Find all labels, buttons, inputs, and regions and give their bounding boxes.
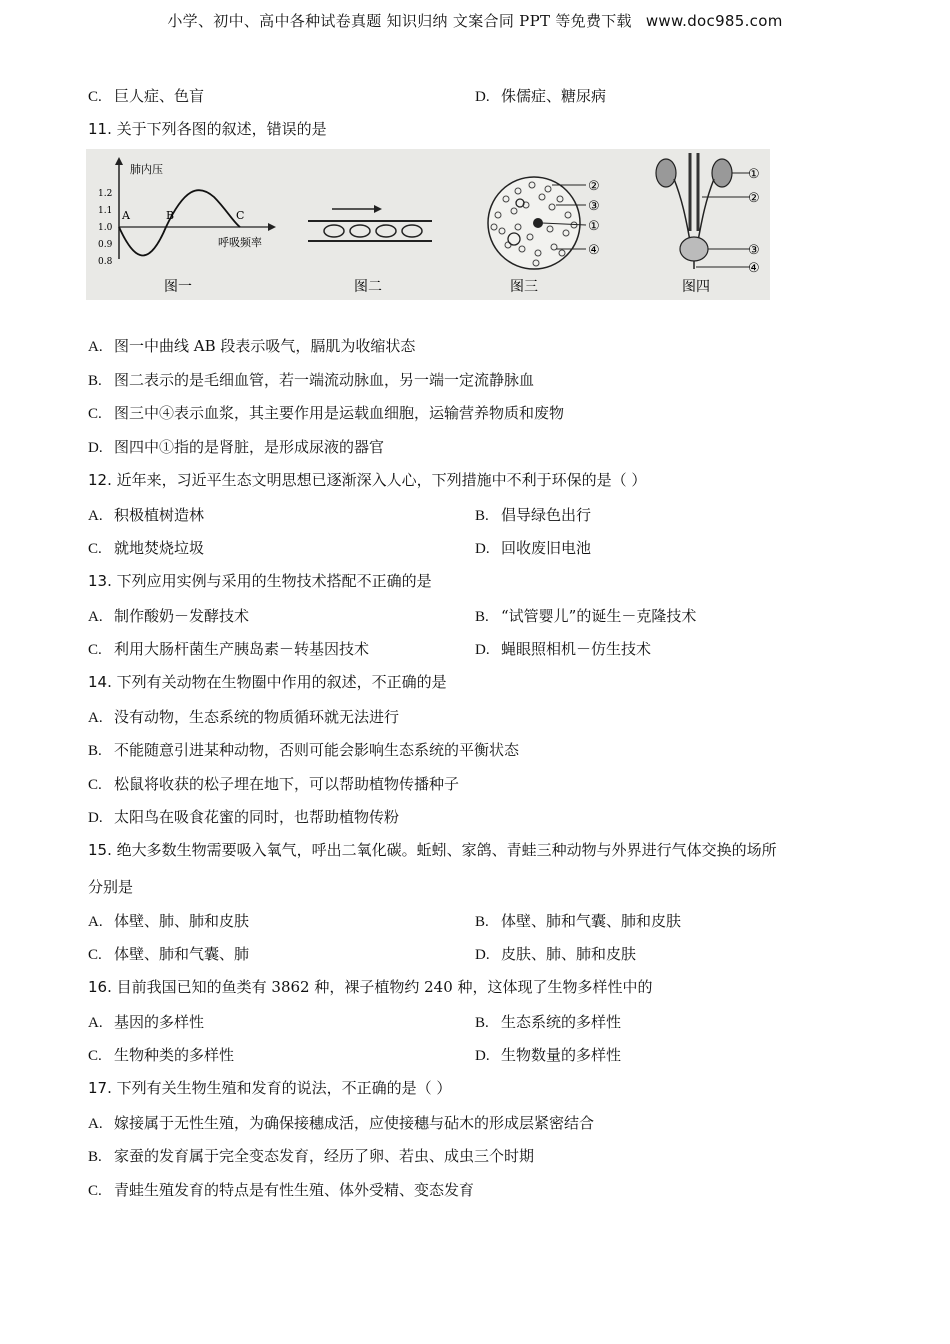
q14-option-a: A. 没有动物，生态系统的物质循环就无法进行: [88, 708, 400, 726]
q12-stem: 12. 近年来，习近平生态文明思想已逐渐深入人心，下列措施中不利于环保的是（ ）: [88, 471, 647, 489]
q11-option-a: A. 图一中曲线 AB 段表示吸气，膈肌为收缩状态: [88, 337, 416, 355]
svg-text:②: ②: [588, 179, 600, 194]
header-site: www.doc985.com: [645, 12, 783, 30]
svg-text:②: ②: [748, 191, 760, 206]
figure-two: [308, 205, 432, 295]
figure-one: [98, 157, 276, 295]
q12-option-d: D. 回收废旧电池: [475, 539, 592, 557]
q11-option-b: B. 图二表示的是毛细血管，若一端流动脉血，另一端一定流静脉血: [88, 371, 535, 389]
q15-option-b: B. 体壁、肺和气囊、肺和皮肤: [475, 912, 682, 930]
q11-option-c: C. 图三中④表示血浆，其主要作用是运载血细胞，运输营养物质和废物: [88, 404, 565, 422]
fig1-caption: 图一: [164, 279, 192, 295]
fig3-caption: 图三: [510, 279, 538, 295]
q13-stem: 13. 下列应用实例与采用的生物技术搭配不正确的是: [88, 572, 432, 590]
q13-option-a: A. 制作酸奶－发酵技术: [88, 607, 250, 625]
svg-text:④: ④: [748, 261, 760, 276]
q16-option-d: D. 生物数量的多样性: [475, 1046, 622, 1064]
q12-option-c: C. 就地焚烧垃圾: [88, 539, 205, 557]
fig1-point-a: A: [122, 209, 130, 222]
q15-option-c: C. 体壁、肺和气囊、肺: [88, 945, 250, 963]
q13-option-d: D. 蝇眼照相机－仿生技术: [475, 640, 652, 658]
q15-stem: 15. 绝大多数生物需要吸入氧气，呼出二氧化碳。蚯蚓、家鸽、青蛙三种动物与外界进行气体交换的场所: [88, 841, 777, 859]
q15-option-a: A. 体壁、肺、肺和皮肤: [88, 912, 250, 930]
svg-text:1.0: 1.0: [98, 223, 113, 233]
fig2-caption: 图二: [354, 279, 382, 295]
q11-option-d: D. 图四中①指的是肾脏，是形成尿液的器官: [88, 438, 385, 456]
svg-text:0.9: 0.9: [98, 240, 113, 250]
figure-four: [656, 153, 760, 295]
svg-text:1.2: 1.2: [98, 189, 113, 199]
q16-option-a: A. 基因的多样性: [88, 1013, 205, 1031]
q12-option-b: B. 倡导绿色出行: [475, 506, 592, 524]
svg-text:③: ③: [748, 243, 760, 258]
q13-option-c: C. 利用大肠杆菌生产胰岛素－转基因技术: [88, 640, 370, 658]
fig4-caption: 图四: [682, 279, 710, 295]
q11-figure: [86, 149, 770, 300]
q12-option-a: A. 积极植树造林: [88, 506, 205, 524]
svg-text:1.1: 1.1: [98, 206, 113, 216]
page-header: [0, 10, 950, 31]
q14-option-c: C. 松鼠将收获的松子埋在地下，可以帮助植物传播种子: [88, 775, 460, 793]
q15-option-d: D. 皮肤、肺、肺和皮肤: [475, 945, 637, 963]
fig1-point-b: B: [166, 209, 175, 222]
q16-stem: 16. 目前我国已知的鱼类有 3862 种，裸子植物约 240 种，这体现了生物多样性中的: [88, 978, 653, 996]
q17-stem: 17. 下列有关生物生殖和发育的说法，不正确的是（ ）: [88, 1079, 452, 1097]
q14-stem: 14. 下列有关动物在生物圈中作用的叙述，不正确的是: [88, 673, 447, 691]
q16-option-c: C. 生物种类的多样性: [88, 1046, 235, 1064]
fig1-xlabel: 呼吸频率: [218, 236, 262, 249]
svg-text:①: ①: [588, 219, 600, 234]
fig1-ylabel: 肺内压: [130, 163, 163, 176]
svg-text:③: ③: [588, 199, 600, 214]
header-text: 小学、初中、高中各种试卷真题 知识归纳 文案合同 PPT 等免费下载: [167, 12, 632, 30]
q10-option-d: D. 侏儒症、糖尿病: [475, 87, 607, 105]
figure-three: [488, 177, 600, 295]
q10-option-c: C. 巨人症、色盲: [88, 87, 205, 105]
q14-option-d: D. 太阳鸟在吸食花蜜的同时，也帮助植物传粉: [88, 808, 400, 826]
fig1-point-c: C: [236, 209, 245, 222]
q17-option-a: A. 嫁接属于无性生殖，为确保接穗成活，应使接穗与砧木的形成层紧密结合: [88, 1114, 595, 1132]
svg-text:0.8: 0.8: [98, 257, 113, 267]
q13-option-b: B. “试管婴儿”的诞生－克隆技术: [475, 607, 697, 625]
svg-text:①: ①: [748, 167, 760, 182]
q16-option-b: B. 生态系统的多样性: [475, 1013, 622, 1031]
q14-option-b: B. 不能随意引进某种动物，否则可能会影响生态系统的平衡状态: [88, 741, 520, 759]
q15-stem-cont: 分别是: [88, 878, 134, 896]
svg-text:④: ④: [588, 243, 600, 258]
q11-stem: 11. 关于下列各图的叙述，错误的是: [88, 120, 327, 138]
q17-option-b: B. 家蚕的发育属于完全变态发育，经历了卵、若虫、成虫三个时期: [88, 1147, 535, 1165]
q17-option-c: C. 青蛙生殖发育的特点是有性生殖、体外受精、变态发育: [88, 1181, 475, 1199]
